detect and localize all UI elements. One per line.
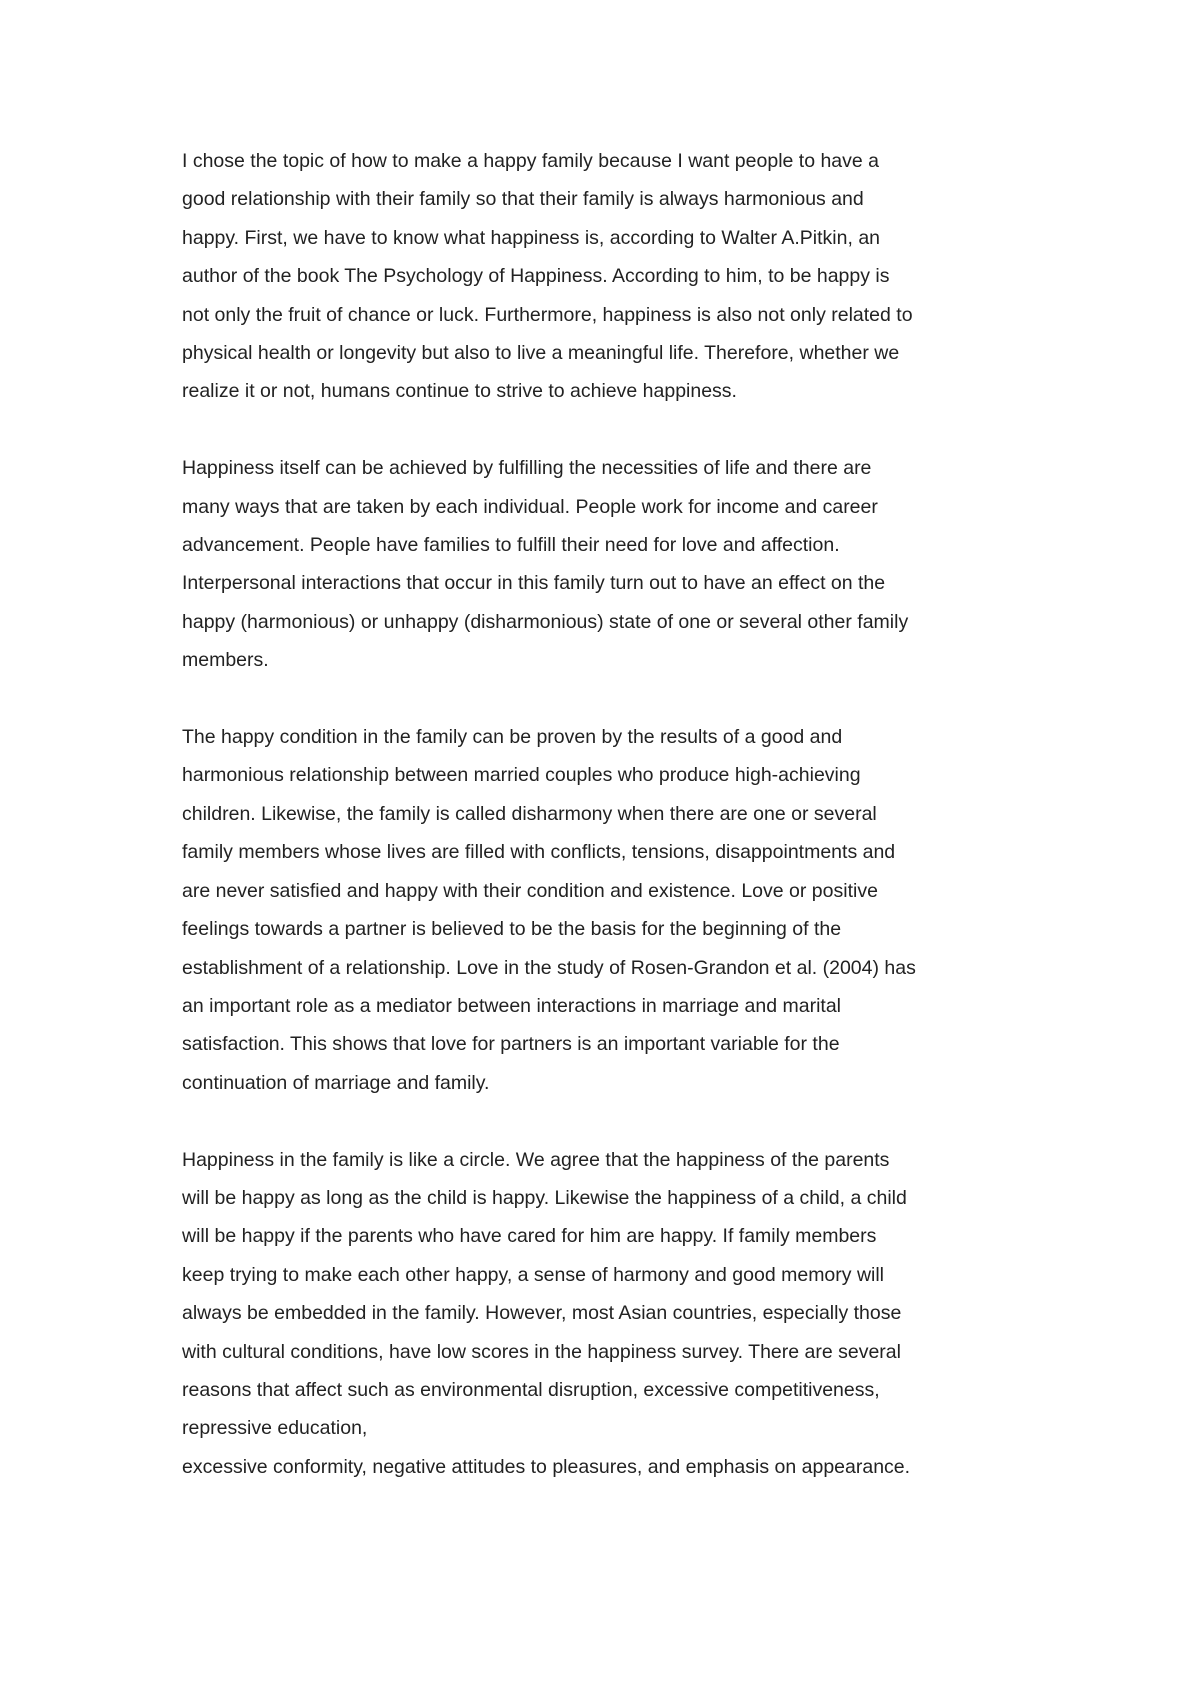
text-line: Happiness in the family is like a circle. We agree that the happiness of the parents xyxy=(182,1148,890,1171)
text-line: Happiness itself can be achieved by fulfilling the necessities of life and there are xyxy=(182,457,872,480)
text-line: children. Likewise, the family is called disharmony when there are one or several xyxy=(182,802,877,825)
text-line: continuation of marriage and family. xyxy=(182,1071,490,1094)
text-line: Interpersonal interactions that occur in this family turn out to have an effect on the xyxy=(182,572,886,595)
text-line: advancement. People have families to fulfill their need for love and affection. xyxy=(182,534,840,557)
text-line: will be happy as long as the child is happy. Likewise the happiness of a child, a child xyxy=(182,1186,907,1209)
text-line: feelings towards a partner is believed to be the basis for the beginning of the xyxy=(182,918,842,941)
text-line: keep trying to make each other happy, a sense of harmony and good memory will xyxy=(182,1263,885,1286)
text-line: realize it or not, humans continue to strive to achieve happiness. xyxy=(182,380,737,403)
paragraph-1 xyxy=(182,142,1062,411)
text-line: an important role as a mediator between interactions in marriage and marital xyxy=(182,994,842,1017)
paragraph-2 xyxy=(182,449,1062,679)
text-line: reasons that affect such as environmental disruption, excessive competitiveness, xyxy=(182,1378,880,1401)
text-line: author of the book The Psychology of Happiness. According to him, to be happy is xyxy=(182,265,890,288)
text-line: good relationship with their family so that their family is always harmonious and xyxy=(182,188,864,211)
paragraph-3 xyxy=(182,718,1062,1102)
text-line: excessive conformity, negative attitudes to pleasures, and emphasis on appearance. xyxy=(182,1455,911,1478)
text-line: physical health or longevity but also to live a meaningful life. Therefore, whether we xyxy=(182,342,900,365)
text-line: with cultural conditions, have low scores in the happiness survey. There are several xyxy=(182,1340,901,1363)
text-line: happy. First, we have to know what happiness is, according to Walter A.Pitkin, an xyxy=(182,226,881,249)
text-line: harmonious relationship between married couples who produce high-achieving xyxy=(182,764,861,787)
text-line: not only the fruit of chance or luck. Furthermore, happiness is also not only related to xyxy=(182,303,913,326)
text-line: many ways that are taken by each individual. People work for income and career xyxy=(182,495,878,518)
text-line: happy (harmonious) or unhappy (disharmonious) state of one or several other family xyxy=(182,610,909,633)
text-line: establishment of a relationship. Love in the study of Rosen-Grandon et al. (2004) has xyxy=(182,956,916,979)
text-line: repressive education, xyxy=(182,1417,368,1440)
text-line: will be happy if the parents who have cared for him are happy. If family members xyxy=(182,1225,877,1248)
text-line: I chose the topic of how to make a happy family because I want people to have a xyxy=(182,150,880,172)
text-line: The happy condition in the family can be proven by the results of a good and xyxy=(182,726,843,749)
text-line: family members whose lives are filled with conflicts, tensions, disappointments and xyxy=(182,841,896,864)
document-body xyxy=(182,142,1062,1525)
text-line: satisfaction. This shows that love for partners is an important variable for the xyxy=(182,1033,840,1056)
text-line: are never satisfied and happy with their condition and existence. Love or positive xyxy=(182,879,878,902)
paragraph-4 xyxy=(182,1141,1062,1487)
text-line: always be embedded in the family. However, most Asian countries, especially those xyxy=(182,1302,902,1325)
text-line: members. xyxy=(182,649,269,672)
